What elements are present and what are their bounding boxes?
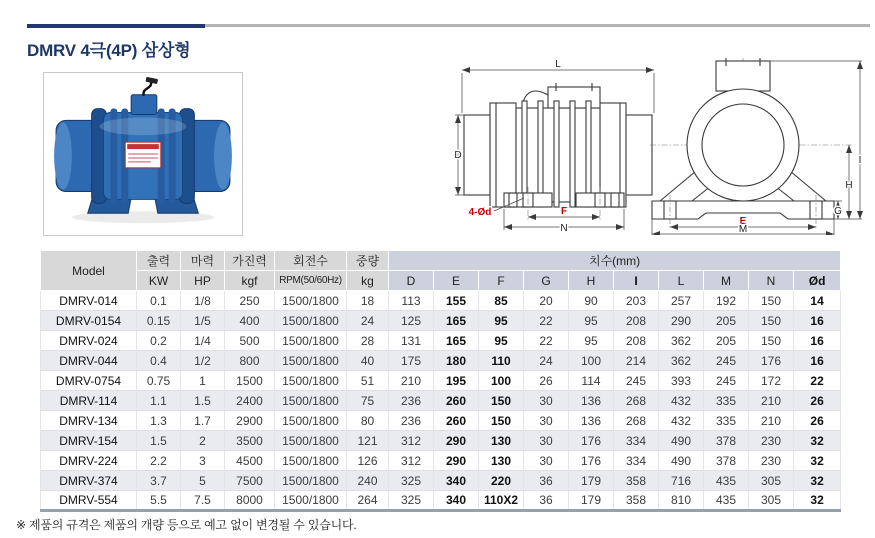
col-header-L: L [659, 271, 704, 291]
value-cell: 172 [749, 371, 794, 391]
value-cell: 121 [347, 431, 389, 451]
model-cell: DMRV-224 [41, 451, 137, 471]
value-cell: 260 [434, 391, 479, 411]
value-cell: 95 [479, 311, 524, 331]
value-cell: 3500 [225, 431, 275, 451]
model-cell: DMRV-554 [41, 491, 137, 511]
spec-table [40, 250, 841, 512]
col-header-H: H [569, 271, 614, 291]
value-cell: 32 [794, 471, 841, 491]
value-cell: 378 [704, 451, 749, 471]
dim-label-F: F [560, 206, 568, 217]
value-cell: 150 [749, 291, 794, 311]
dimension-drawing-end-view [648, 57, 866, 235]
value-cell: 334 [614, 431, 659, 451]
value-cell: 30 [524, 431, 569, 451]
value-cell: 340 [434, 471, 479, 491]
spec-table-header [41, 251, 841, 291]
value-cell: 3 [181, 451, 225, 471]
value-cell: 16 [794, 311, 841, 331]
value-cell: 1.3 [137, 411, 181, 431]
table-row [41, 451, 841, 471]
value-cell: 180 [434, 351, 479, 371]
value-cell: 28 [347, 331, 389, 351]
value-cell: 210 [749, 391, 794, 411]
value-cell: 155 [434, 291, 479, 311]
value-cell: 192 [704, 291, 749, 311]
value-cell: 32 [794, 431, 841, 451]
value-cell: 195 [434, 371, 479, 391]
col-unit-rpm: RPM(50/60Hz) [275, 271, 347, 291]
value-cell: 810 [659, 491, 704, 511]
value-cell: 7500 [225, 471, 275, 491]
col-header-F: F [479, 271, 524, 291]
model-cell: DMRV-044 [41, 351, 137, 371]
value-cell: 490 [659, 451, 704, 471]
disclaimer-note: ※ 제품의 규격은 제품의 개량 등으로 예고 없이 변경될 수 있습니다. [16, 518, 357, 532]
value-cell: 36 [524, 471, 569, 491]
dim-label-I: I [858, 155, 862, 166]
value-cell: 90 [569, 291, 614, 311]
dim-label-M: M [738, 224, 748, 235]
value-cell: 0.75 [137, 371, 181, 391]
col-header-I: I [614, 271, 659, 291]
col-header-Od: Ød [794, 271, 841, 291]
value-cell: 100 [569, 351, 614, 371]
value-cell: 312 [389, 431, 434, 451]
value-cell: 0.15 [137, 311, 181, 331]
value-cell: 305 [749, 471, 794, 491]
value-cell: 1500/1800 [275, 451, 347, 471]
table-row [41, 471, 841, 491]
value-cell: 334 [614, 451, 659, 471]
value-cell: 335 [704, 411, 749, 431]
value-cell: 80 [347, 411, 389, 431]
table-row [41, 371, 841, 391]
col-header-N: N [749, 271, 794, 291]
value-cell: 362 [659, 351, 704, 371]
value-cell: 150 [479, 391, 524, 411]
value-cell: 432 [659, 391, 704, 411]
value-cell: 26 [524, 371, 569, 391]
value-cell: 30 [524, 411, 569, 431]
value-cell: 14 [794, 291, 841, 311]
value-cell: 85 [479, 291, 524, 311]
value-cell: 1.7 [181, 411, 225, 431]
value-cell: 51 [347, 371, 389, 391]
value-cell: 179 [569, 471, 614, 491]
value-cell: 1.5 [181, 391, 225, 411]
dimension-drawing-side-view [452, 57, 664, 235]
value-cell: 22 [524, 311, 569, 331]
value-cell: 136 [569, 411, 614, 431]
value-cell: 22 [524, 331, 569, 351]
value-cell: 32 [794, 491, 841, 511]
value-cell: 1.1 [137, 391, 181, 411]
value-cell: 126 [347, 451, 389, 471]
value-cell: 175 [389, 351, 434, 371]
value-cell: 214 [614, 351, 659, 371]
value-cell: 268 [614, 411, 659, 431]
value-cell: 130 [479, 431, 524, 451]
value-cell: 208 [614, 311, 659, 331]
value-cell: 236 [389, 391, 434, 411]
value-cell: 230 [749, 431, 794, 451]
dim-label-D: D [454, 150, 462, 161]
value-cell: 113 [389, 291, 434, 311]
value-cell: 290 [434, 431, 479, 451]
value-cell: 1500/1800 [275, 431, 347, 451]
value-cell: 1500/1800 [275, 371, 347, 391]
value-cell: 1500/1800 [275, 491, 347, 511]
value-cell: 100 [479, 371, 524, 391]
model-cell: DMRV-134 [41, 411, 137, 431]
value-cell: 230 [749, 451, 794, 471]
value-cell: 800 [225, 351, 275, 371]
value-cell: 1500/1800 [275, 471, 347, 491]
value-cell: 432 [659, 411, 704, 431]
value-cell: 245 [704, 351, 749, 371]
value-cell: 203 [614, 291, 659, 311]
value-cell: 176 [569, 431, 614, 451]
value-cell: 257 [659, 291, 704, 311]
value-cell: 245 [704, 371, 749, 391]
value-cell: 165 [434, 311, 479, 331]
value-cell: 8000 [225, 491, 275, 511]
value-cell: 393 [659, 371, 704, 391]
value-cell: 20 [524, 291, 569, 311]
value-cell: 114 [569, 371, 614, 391]
value-cell: 210 [749, 411, 794, 431]
table-row [41, 491, 841, 511]
model-cell: DMRV-154 [41, 431, 137, 451]
col-header-M: M [704, 271, 749, 291]
value-cell: 176 [569, 451, 614, 471]
value-cell: 2.2 [137, 451, 181, 471]
value-cell: 335 [704, 391, 749, 411]
value-cell: 26 [794, 391, 841, 411]
value-cell: 1500/1800 [275, 391, 347, 411]
value-cell: 362 [659, 331, 704, 351]
table-row [41, 331, 841, 351]
dim-label-G: G [834, 206, 842, 217]
value-cell: 0.4 [137, 351, 181, 371]
value-cell: 3.7 [137, 471, 181, 491]
value-cell: 150 [749, 331, 794, 351]
value-cell: 24 [347, 311, 389, 331]
value-cell: 250 [225, 291, 275, 311]
col-header-horsepower: 마력 [181, 251, 225, 271]
value-cell: 30 [524, 451, 569, 471]
value-cell: 95 [569, 331, 614, 351]
value-cell: 95 [569, 311, 614, 331]
value-cell: 500 [225, 331, 275, 351]
value-cell: 7.5 [181, 491, 225, 511]
col-header-force: 가진력 [225, 251, 275, 271]
value-cell: 1.5 [137, 431, 181, 451]
value-cell: 716 [659, 471, 704, 491]
rule-gray-segment [205, 24, 870, 27]
value-cell: 30 [524, 391, 569, 411]
value-cell: 1/4 [181, 331, 225, 351]
table-row [41, 291, 841, 311]
value-cell: 1500/1800 [275, 351, 347, 371]
value-cell: 22 [794, 371, 841, 391]
value-cell: 18 [347, 291, 389, 311]
value-cell: 130 [479, 451, 524, 471]
value-cell: 0.2 [137, 331, 181, 351]
value-cell: 125 [389, 311, 434, 331]
value-cell: 1500/1800 [275, 311, 347, 331]
value-cell: 210 [389, 371, 434, 391]
value-cell: 150 [749, 311, 794, 331]
value-cell: 0.1 [137, 291, 181, 311]
value-cell: 2 [181, 431, 225, 451]
table-row [41, 391, 841, 411]
dim-label-L: L [555, 59, 561, 70]
value-cell: 150 [479, 411, 524, 431]
value-cell: 26 [794, 411, 841, 431]
value-cell: 435 [704, 491, 749, 511]
value-cell: 36 [524, 491, 569, 511]
spec-table-body [41, 291, 841, 511]
value-cell: 312 [389, 451, 434, 471]
table-row [41, 431, 841, 451]
value-cell: 490 [659, 431, 704, 451]
value-cell: 400 [225, 311, 275, 331]
value-cell: 290 [434, 451, 479, 471]
dim-label-N: N [560, 223, 568, 234]
model-cell: DMRV-0154 [41, 311, 137, 331]
value-cell: 5.5 [137, 491, 181, 511]
dim-label-E: E [739, 216, 747, 227]
value-cell: 2400 [225, 391, 275, 411]
value-cell: 240 [347, 471, 389, 491]
value-cell: 136 [569, 391, 614, 411]
value-cell: 110X2 [479, 491, 524, 511]
col-header-weight: 중량 [347, 251, 389, 271]
table-row [41, 411, 841, 431]
value-cell: 205 [704, 311, 749, 331]
value-cell: 325 [389, 471, 434, 491]
col-header-speed: 회전수 [275, 251, 347, 271]
col-header-G: G [524, 271, 569, 291]
product-photo [43, 72, 243, 236]
value-cell: 1500/1800 [275, 331, 347, 351]
rule-navy-segment [27, 24, 205, 28]
col-header-output: 출력 [137, 251, 181, 271]
col-header-E: E [434, 271, 479, 291]
value-cell: 1 [181, 371, 225, 391]
dim-label-H: H [845, 180, 853, 191]
model-cell: DMRV-374 [41, 471, 137, 491]
col-header-D: D [389, 271, 434, 291]
value-cell: 290 [659, 311, 704, 331]
value-cell: 236 [389, 411, 434, 431]
value-cell: 40 [347, 351, 389, 371]
col-unit-kgf: kgf [225, 271, 275, 291]
value-cell: 208 [614, 331, 659, 351]
value-cell: 340 [434, 491, 479, 511]
value-cell: 131 [389, 331, 434, 351]
value-cell: 1/2 [181, 351, 225, 371]
value-cell: 268 [614, 391, 659, 411]
model-cell: DMRV-0754 [41, 371, 137, 391]
col-header-dimensions: 치수(mm) [389, 251, 841, 271]
col-header-model: Model [41, 251, 137, 291]
value-cell: 205 [704, 331, 749, 351]
col-unit-hp: HP [181, 271, 225, 291]
value-cell: 264 [347, 491, 389, 511]
value-cell: 4500 [225, 451, 275, 471]
value-cell: 325 [389, 491, 434, 511]
value-cell: 75 [347, 391, 389, 411]
value-cell: 220 [479, 471, 524, 491]
value-cell: 95 [479, 331, 524, 351]
value-cell: 165 [434, 331, 479, 351]
value-cell: 1500 [225, 371, 275, 391]
table-row [41, 351, 841, 371]
value-cell: 24 [524, 351, 569, 371]
value-cell: 378 [704, 431, 749, 451]
value-cell: 176 [749, 351, 794, 371]
value-cell: 260 [434, 411, 479, 431]
value-cell: 32 [794, 451, 841, 471]
model-cell: DMRV-024 [41, 331, 137, 351]
value-cell: 16 [794, 331, 841, 351]
value-cell: 435 [704, 471, 749, 491]
col-unit-kw: KW [137, 271, 181, 291]
model-cell: DMRV-114 [41, 391, 137, 411]
value-cell: 245 [614, 371, 659, 391]
value-cell: 110 [479, 351, 524, 371]
value-cell: 179 [569, 491, 614, 511]
model-cell: DMRV-014 [41, 291, 137, 311]
page-title: DMRV 4극(4P) 삼상형 [27, 41, 191, 60]
value-cell: 1/5 [181, 311, 225, 331]
value-cell: 1/8 [181, 291, 225, 311]
dim-label-holes: 4-Ød [468, 207, 492, 218]
col-unit-kg: kg [347, 271, 389, 291]
value-cell: 358 [614, 471, 659, 491]
value-cell: 16 [794, 351, 841, 371]
value-cell: 2900 [225, 411, 275, 431]
value-cell: 1500/1800 [275, 411, 347, 431]
value-cell: 1500/1800 [275, 291, 347, 311]
section-rule [27, 24, 870, 28]
table-row [41, 311, 841, 331]
value-cell: 358 [614, 491, 659, 511]
value-cell: 305 [749, 491, 794, 511]
value-cell: 5 [181, 471, 225, 491]
vibration-motor-photo-illustration [44, 73, 242, 235]
